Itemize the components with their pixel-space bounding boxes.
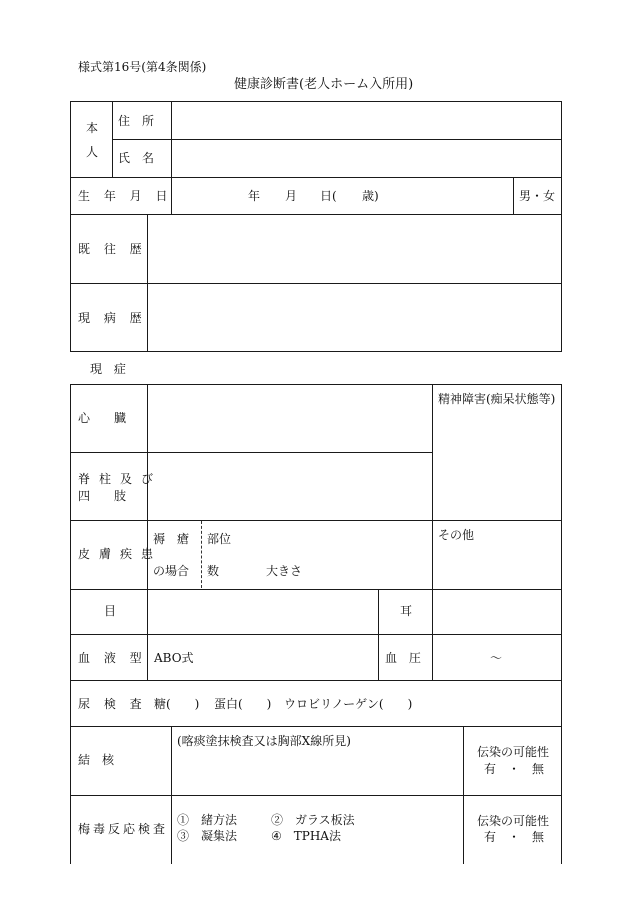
tuberculosis-label: 結 核 xyxy=(78,753,115,767)
birth-day: 日( xyxy=(320,189,337,203)
birth-month: 月 xyxy=(285,189,298,203)
person-label-hon: 本 xyxy=(86,121,99,135)
spine-label-2: 四 肢 xyxy=(78,489,127,503)
syphilis-infect-label: 伝染の可能性 xyxy=(477,814,550,828)
bedsore-site-label: 部位 xyxy=(207,532,232,546)
spine-label-1: 脊柱及び xyxy=(78,472,163,486)
age: 歳) xyxy=(362,189,379,203)
past-history-label: 既 往 歴 xyxy=(78,242,142,256)
tb-infect-label: 伝染の可能性 xyxy=(477,745,550,759)
blood-pressure-value[interactable]: ～ xyxy=(490,651,503,665)
syphilis-method-2[interactable]: ② ガラス板法 xyxy=(271,813,355,827)
bedsore-label-2: の場合 xyxy=(153,564,190,578)
sex-choice[interactable]: 男・女 xyxy=(519,189,556,203)
person-label-nin: 人 xyxy=(86,145,99,159)
page-title: 健康診断書(老人ホーム入所用) xyxy=(234,77,414,92)
ear-label: 耳 xyxy=(400,604,413,618)
address-label: 住 所 xyxy=(118,114,155,128)
birth-year: 年 xyxy=(248,189,261,203)
urine-urobilinogen[interactable]: ウロビリノーゲン( ) xyxy=(284,697,413,711)
bedsore-count-label: 数 xyxy=(207,564,220,578)
heart-label: 心 臓 xyxy=(78,411,127,425)
name-label: 氏 名 xyxy=(118,151,155,165)
bedsore-label-1: 褥 瘡 xyxy=(153,532,190,546)
skin-disease-label: 皮膚疾患 xyxy=(78,547,163,561)
tb-infect-choice[interactable]: 有 ・ 無 xyxy=(484,762,545,776)
syphilis-method-3[interactable]: ③ 凝集法 xyxy=(177,829,238,843)
section-symptoms-label: 現 症 xyxy=(90,362,126,376)
other-label: その他 xyxy=(438,528,475,542)
blood-type-label: 血 液 型 xyxy=(78,651,142,665)
present-history-label: 現 病 歴 xyxy=(78,311,142,325)
syphilis-infect-choice[interactable]: 有 ・ 無 xyxy=(484,830,545,844)
urine-sugar[interactable]: 糖( ) xyxy=(154,697,200,711)
birthdate-label: 生 年 月 日 xyxy=(78,189,168,203)
syphilis-method-1[interactable]: ① 緒方法 xyxy=(177,813,238,827)
blood-pressure-label: 血 圧 xyxy=(385,651,422,665)
tuberculosis-note: (喀痰塗抹検査又は胸部X線所見) xyxy=(177,734,351,748)
blood-type-value[interactable]: ABO式 xyxy=(154,651,194,665)
syphilis-method-4[interactable]: ④ TPHA法 xyxy=(271,829,341,843)
syphilis-test-label: 梅毒反応検査 xyxy=(78,822,169,836)
urine-test-label: 尿 検 査 xyxy=(78,697,142,711)
form-number: 様式第16号(第4条関係) xyxy=(78,60,207,74)
urine-protein[interactable]: 蛋白( ) xyxy=(214,697,272,711)
mental-disorder-label: 精神障害(痴呆状態等) xyxy=(438,392,556,406)
bedsore-size-label: 大きさ xyxy=(266,564,303,578)
eye-label: 目 xyxy=(104,604,117,618)
